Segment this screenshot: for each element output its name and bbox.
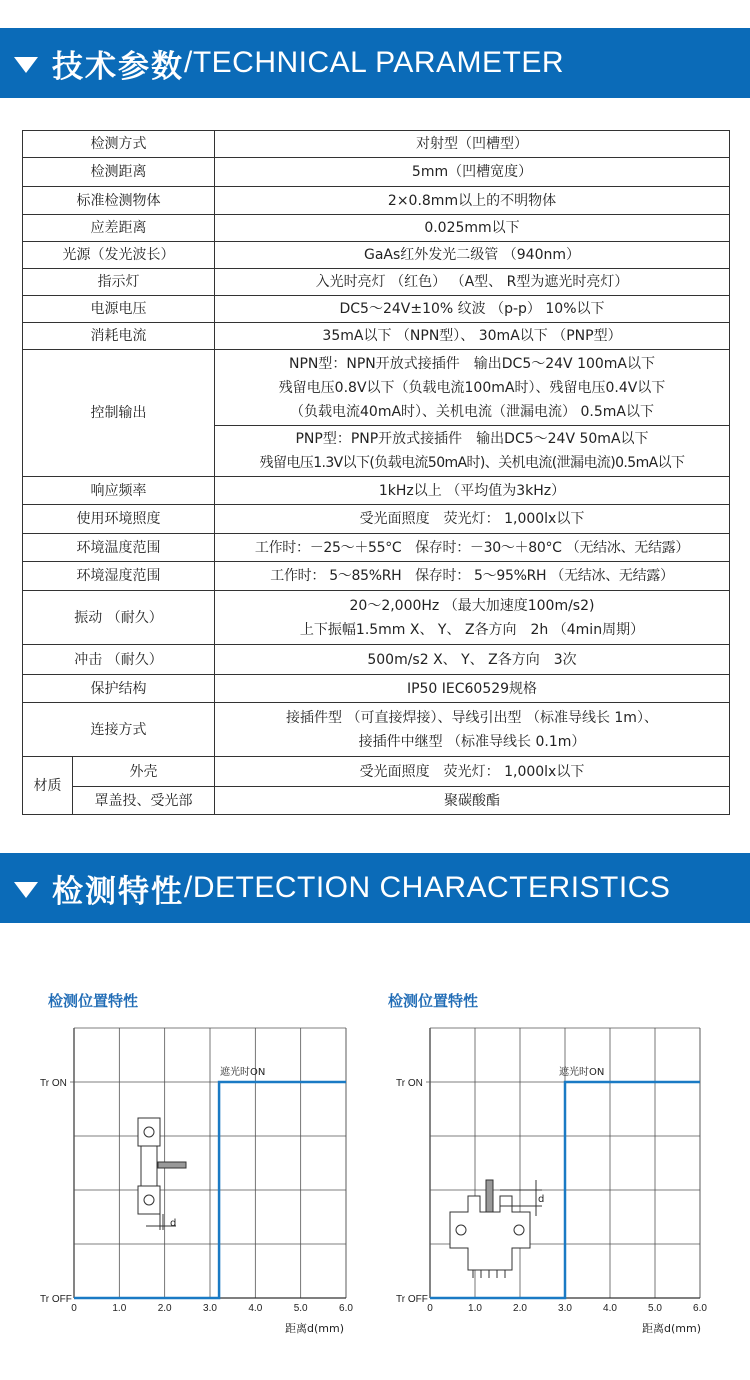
param-value: 工作时：－25～＋55°C 保存时：－30～＋80°C （无结冰、无结露） bbox=[215, 534, 730, 562]
detection-chart-left bbox=[20, 980, 360, 1360]
param-label: 电源电压 bbox=[23, 296, 215, 323]
header-title-cn: 检测特性 bbox=[52, 873, 184, 910]
x-tick-labels bbox=[427, 1303, 707, 1314]
param-line: 残留电压0.8V以下（负载电流100mA时）、残留电压0.4V以下 bbox=[278, 379, 666, 396]
section-header-technical bbox=[0, 28, 750, 98]
x-tick-label: 3.0 bbox=[203, 1303, 217, 1314]
header-title-en: DETECTION CHARACTERISTICS bbox=[192, 871, 671, 904]
x-axis-label: 距离d(mm) bbox=[642, 1322, 701, 1335]
x-tick-label: 1.0 bbox=[468, 1303, 482, 1314]
annotation-label: 遮光时ON bbox=[220, 1067, 266, 1078]
section-header-detection bbox=[0, 853, 750, 923]
param-line: 接插件中继型 （标准导线长 0.1m） bbox=[358, 733, 586, 750]
param-label: 应差距离 bbox=[23, 215, 215, 242]
param-label: 消耗电流 bbox=[23, 323, 215, 350]
table-row bbox=[23, 787, 730, 815]
param-label: 指示灯 bbox=[23, 269, 215, 296]
y-label-on: Tr ON bbox=[40, 1078, 67, 1089]
param-label: 标准检测物体 bbox=[23, 187, 215, 215]
param-value: 2×0.8mm以上的不明物体 bbox=[215, 187, 730, 215]
param-value: 工作时： 5～85%RH 保存时： 5～95%RH （无结冰、无结露） bbox=[215, 562, 730, 591]
param-value: 5mm（凹槽宽度） bbox=[215, 158, 730, 187]
param-value: 受光面照度 荧光灯： 1,000lx以下 bbox=[215, 505, 730, 534]
chart-grid bbox=[70, 1028, 346, 1298]
annotation-label: 遮光时ON bbox=[559, 1067, 605, 1078]
param-label: 检测方式 bbox=[23, 131, 215, 158]
param-value: 0.025mm以下 bbox=[215, 215, 730, 242]
param-value: 35mA以下 （NPN型）、 30mA以下 （PNP型） bbox=[215, 323, 730, 350]
param-value: 受光面照度 荧光灯： 1,000lx以下 bbox=[215, 757, 730, 787]
table-row bbox=[23, 675, 730, 703]
param-label: 保护结构 bbox=[23, 675, 215, 703]
x-tick-label: 6.0 bbox=[693, 1303, 707, 1314]
parameter-table bbox=[22, 130, 730, 815]
table-row bbox=[23, 296, 730, 323]
detection-chart-right bbox=[360, 980, 707, 1360]
y-label-off: Tr OFF bbox=[396, 1294, 428, 1305]
y-label-off: Tr OFF bbox=[40, 1294, 72, 1305]
chart-svg bbox=[20, 980, 360, 1360]
header-sep: / bbox=[184, 871, 193, 904]
param-value-pnp bbox=[215, 426, 730, 477]
param-label: 冲击 （耐久） bbox=[23, 645, 215, 675]
param-value: IP50 IEC60529规格 bbox=[215, 675, 730, 703]
x-tick-label: 0 bbox=[427, 1303, 433, 1314]
table-row bbox=[23, 477, 730, 505]
param-value: 入光时亮灯 （红色） （A型、 R型为遮光时亮灯） bbox=[215, 269, 730, 296]
sensor-front-icon bbox=[450, 1180, 545, 1278]
param-label: 响应频率 bbox=[23, 477, 215, 505]
x-tick-label: 5.0 bbox=[648, 1303, 662, 1314]
x-tick-label: 6.0 bbox=[339, 1303, 353, 1314]
param-value: 1kHz以上 （平均值为3kHz） bbox=[215, 477, 730, 505]
table-row bbox=[23, 323, 730, 350]
param-line: （负载电流40mA时）、关机电流（泄漏电流） 0.5mA以下 bbox=[290, 403, 654, 420]
x-tick-label: 2.0 bbox=[157, 1303, 172, 1314]
table-row bbox=[23, 757, 730, 787]
param-label: 外壳 bbox=[73, 757, 215, 787]
chart-title: 检测位置特性 bbox=[48, 992, 139, 1010]
param-label: 使用环境照度 bbox=[23, 505, 215, 534]
param-label: 振动 （耐久） bbox=[23, 591, 215, 645]
dimension-label: d bbox=[538, 1194, 545, 1205]
x-tick-label: 4.0 bbox=[603, 1303, 617, 1314]
triangle-down-icon bbox=[14, 57, 38, 73]
x-axis-label: 距离d(mm) bbox=[285, 1322, 344, 1335]
param-value-npn bbox=[215, 350, 730, 426]
param-line: 上下振幅1.5mm X、 Y、 Z各方向 2h （4min周期） bbox=[299, 621, 645, 638]
param-line: NPN型：NPN开放式接插件 输出DC5～24V 100mA以下 bbox=[288, 355, 656, 372]
table-row bbox=[23, 158, 730, 187]
table-row bbox=[23, 505, 730, 534]
x-tick-label: 1.0 bbox=[112, 1303, 127, 1314]
table-row bbox=[23, 562, 730, 591]
table-row bbox=[23, 645, 730, 675]
param-line: 残留电压1.3V以下(负载电流50mA时)、关机电流(泄漏电流)0.5mA以下 bbox=[259, 455, 685, 471]
table-row bbox=[23, 269, 730, 296]
triangle-down-icon bbox=[14, 882, 38, 898]
material-group-label: 材质 bbox=[23, 757, 73, 815]
param-value bbox=[215, 591, 730, 645]
dimension-label: d bbox=[170, 1218, 177, 1229]
x-tick-label: 4.0 bbox=[248, 1303, 263, 1314]
y-label-on: Tr ON bbox=[396, 1078, 423, 1089]
header-title-en: TECHNICAL PARAMETER bbox=[192, 46, 565, 79]
param-label: 检测距离 bbox=[23, 158, 215, 187]
x-tick-label: 5.0 bbox=[293, 1303, 308, 1314]
table-row bbox=[23, 534, 730, 562]
x-tick-label: 3.0 bbox=[558, 1303, 572, 1314]
table-row bbox=[23, 131, 730, 158]
table-row bbox=[23, 703, 730, 757]
x-tick-label: 2.0 bbox=[513, 1303, 527, 1314]
param-line: 20～2,000Hz （最大加速度100m/s2) bbox=[349, 597, 595, 614]
x-tick-label: 0 bbox=[71, 1303, 77, 1314]
param-line: 接插件型 （可直接焊接）、导线引出型 （标准导线长 1m）、 bbox=[286, 709, 658, 726]
sensor-side-icon bbox=[138, 1118, 186, 1230]
table-row bbox=[23, 350, 730, 426]
table-row bbox=[23, 591, 730, 645]
param-value: GaAs红外发光二级管 （940nm） bbox=[215, 242, 730, 269]
table-row bbox=[23, 215, 730, 242]
param-label: 控制输出 bbox=[23, 350, 215, 477]
param-label: 连接方式 bbox=[23, 703, 215, 757]
header-title-cn: 技术参数 bbox=[52, 48, 184, 85]
param-value: 聚碳酸酯 bbox=[215, 787, 730, 815]
param-label: 罩盖投、受光部 bbox=[73, 787, 215, 815]
param-value: 500m/s2 X、 Y、 Z各方向 3次 bbox=[215, 645, 730, 675]
table-row bbox=[23, 187, 730, 215]
header-sep: / bbox=[184, 46, 193, 79]
table-row bbox=[23, 242, 730, 269]
param-line: PNP型：PNP开放式接插件 输出DC5～24V 50mA以下 bbox=[295, 431, 649, 447]
param-value bbox=[215, 703, 730, 757]
chart-title: 检测位置特性 bbox=[388, 992, 479, 1010]
chart-svg bbox=[360, 980, 707, 1360]
param-value: DC5～24V±10% 纹波 （p-p） 10%以下 bbox=[215, 296, 730, 323]
param-label: 环境温度范围 bbox=[23, 534, 215, 562]
param-value: 对射型（凹槽型） bbox=[215, 131, 730, 158]
param-label: 光源（发光波长） bbox=[23, 242, 215, 269]
x-tick-labels bbox=[71, 1303, 353, 1314]
param-label: 环境湿度范围 bbox=[23, 562, 215, 591]
